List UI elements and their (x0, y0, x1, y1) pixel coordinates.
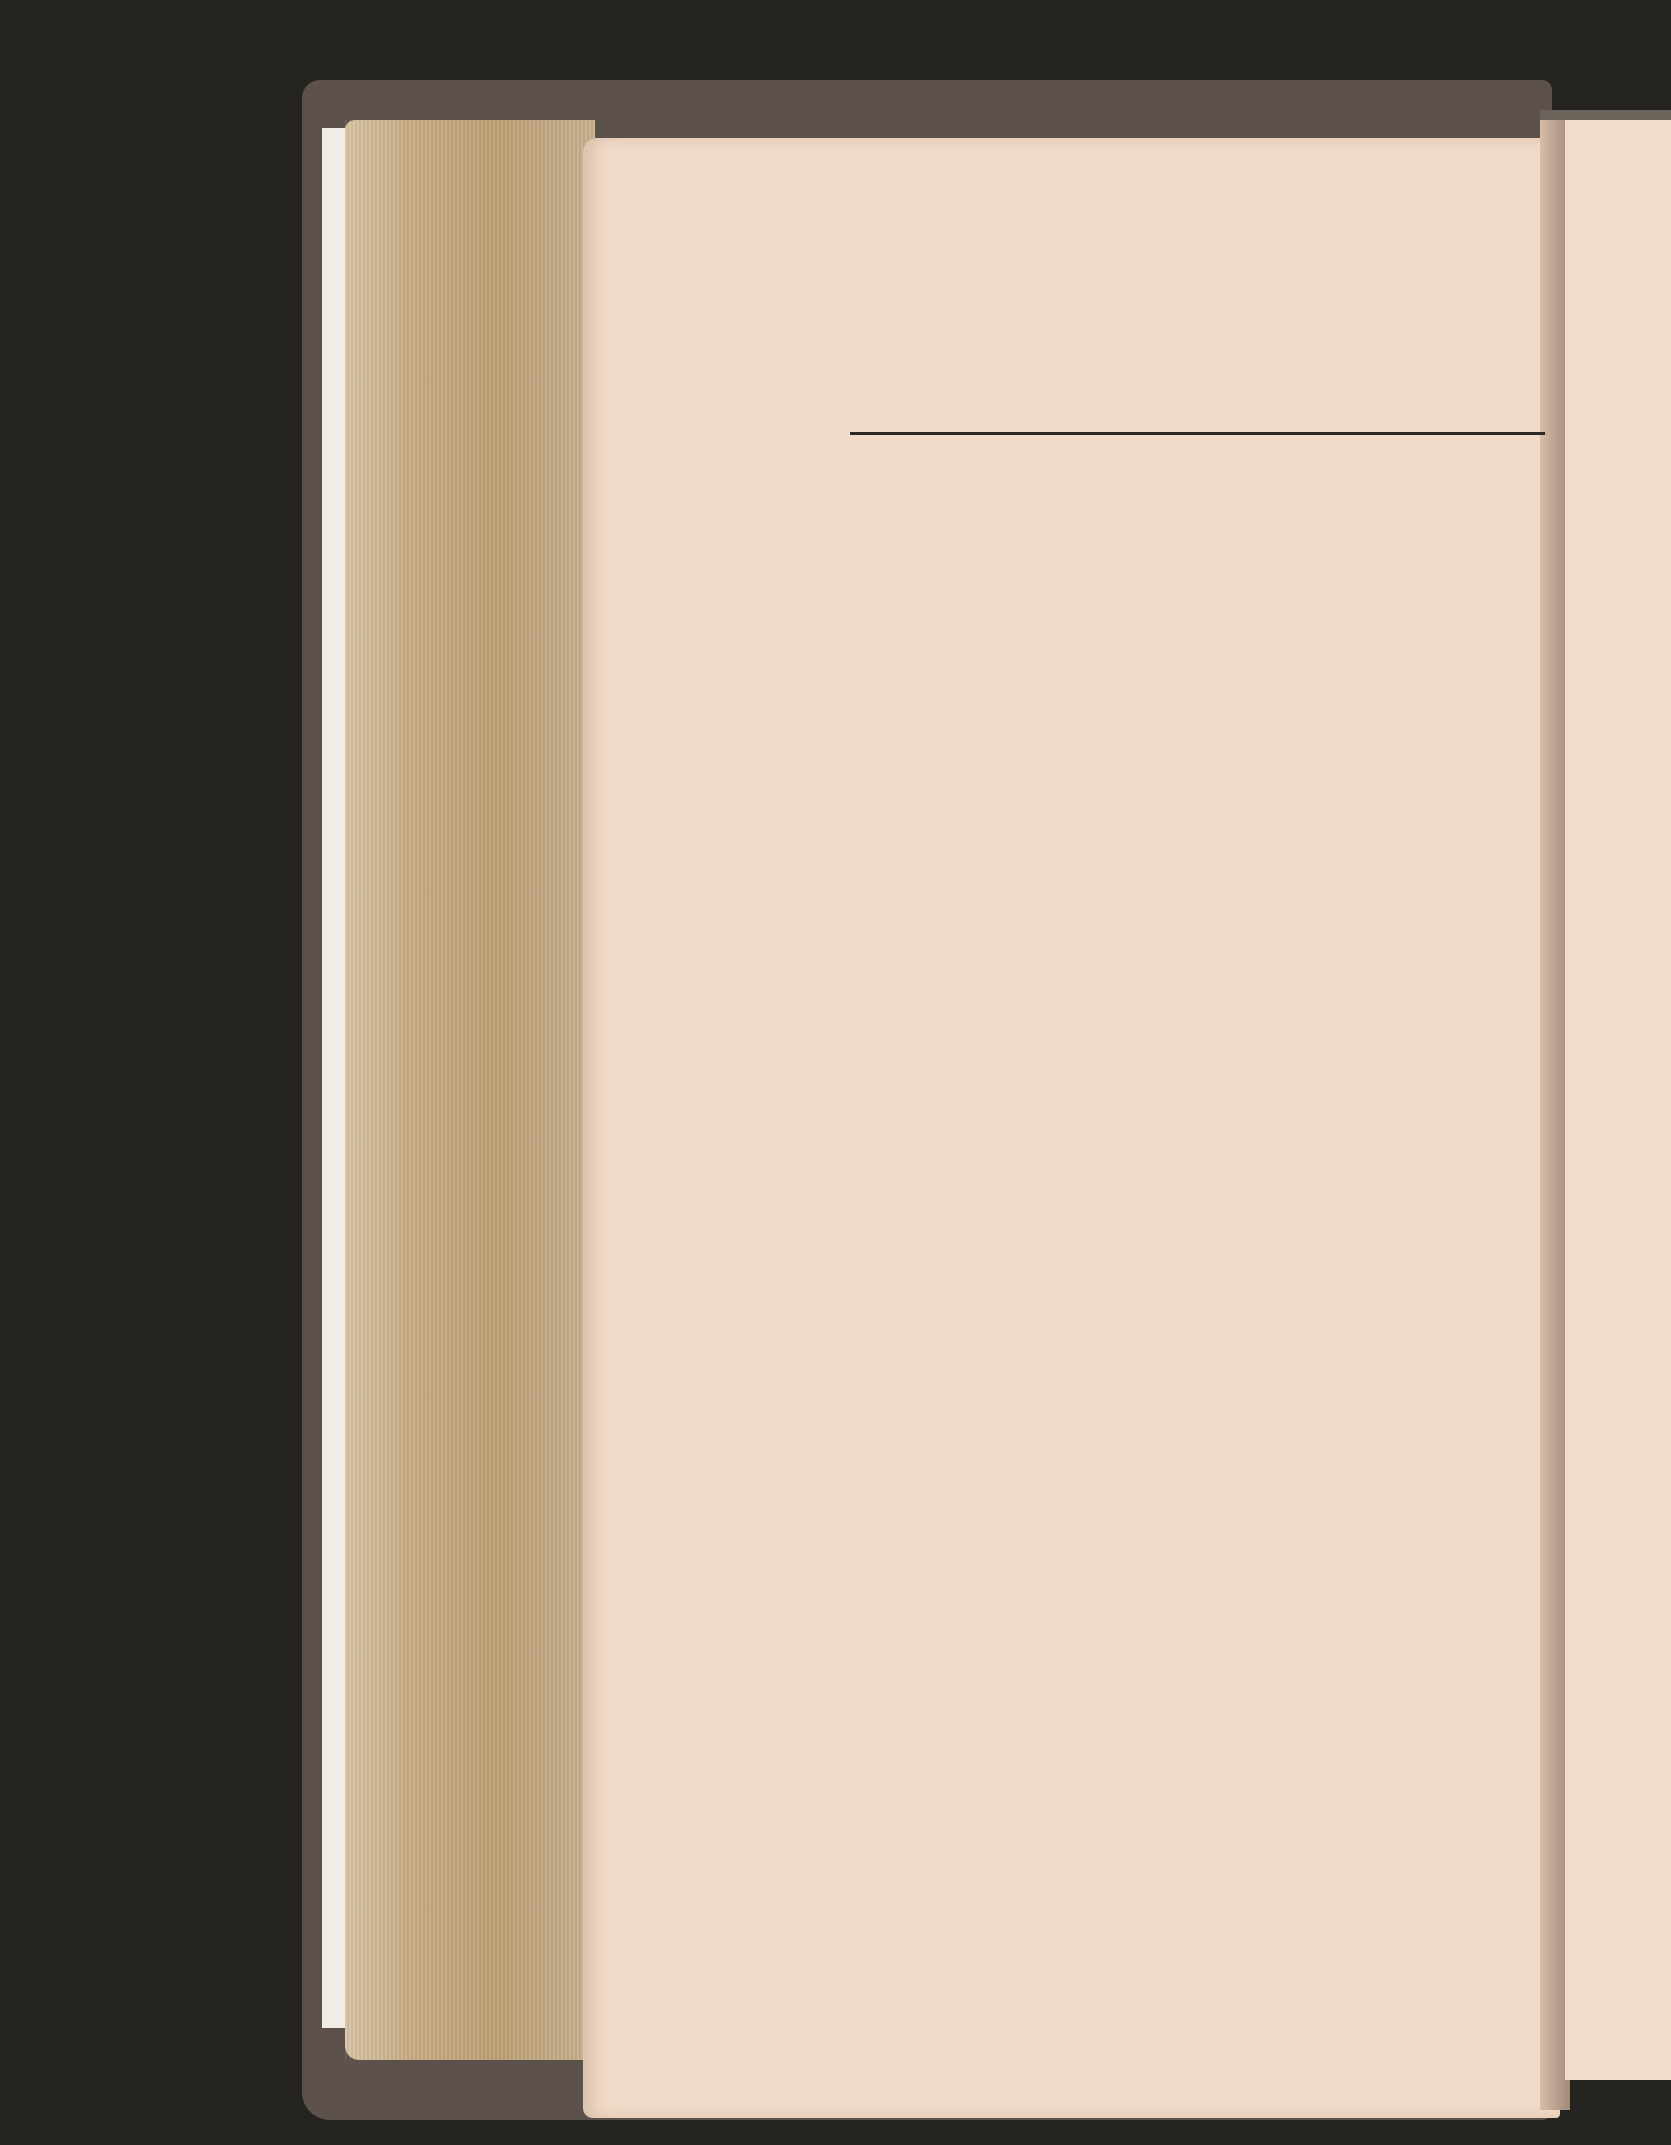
facing-page (1565, 120, 1671, 2080)
left-page (583, 138, 1560, 2118)
page-edges (345, 120, 595, 2060)
section-rule (850, 432, 1545, 435)
